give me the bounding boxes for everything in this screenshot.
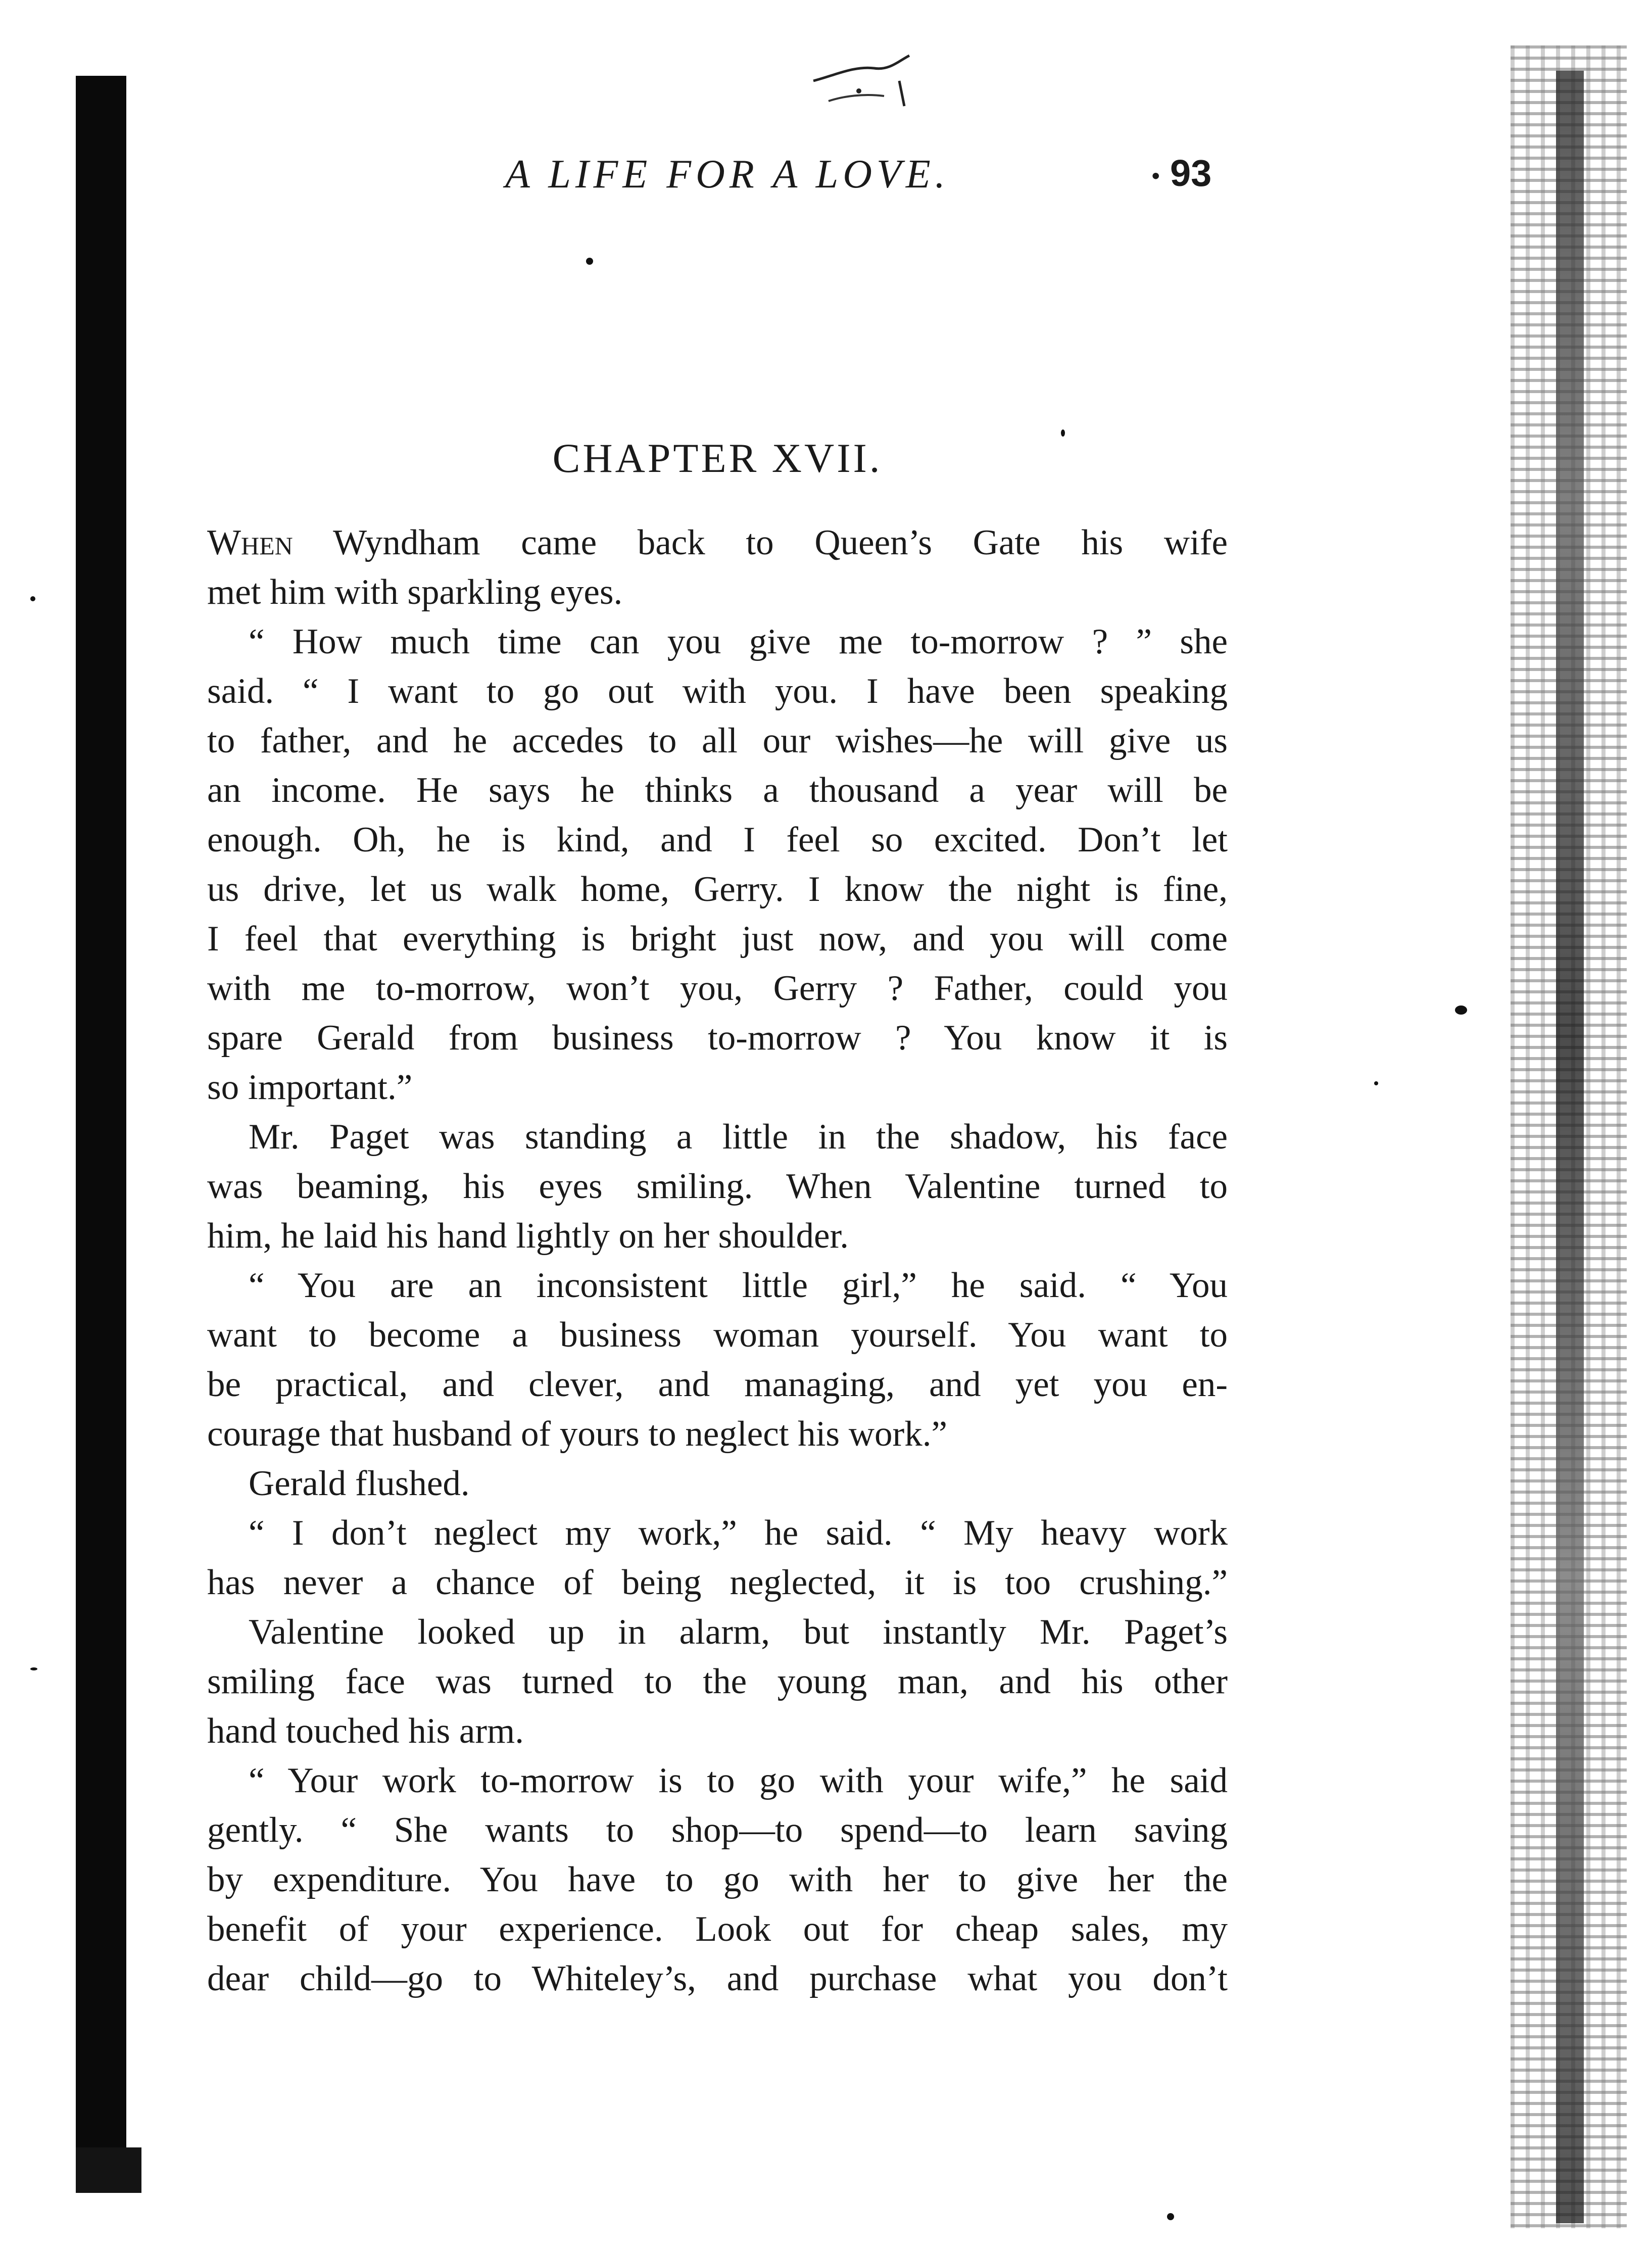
text-line: by expenditure. You have to go with her to give her the xyxy=(207,1860,1228,1899)
text-line: gently. “ She wants to shop—to spend—to learn saving xyxy=(207,1810,1228,1850)
text-line: courage that husband of yours to neglect his work.” xyxy=(207,1414,947,1454)
text-line: Mr. Paget was standing a little in the shadow, his face xyxy=(249,1117,1228,1157)
text-line: said. “ I want to go out with you. I have been speaking xyxy=(207,672,1228,711)
text-line: I feel that everything is bright just now, and you will come xyxy=(207,919,1228,959)
text-line: hand touched his arm. xyxy=(207,1711,524,1751)
text-line: want to become a business woman yourself. You want to xyxy=(207,1315,1228,1355)
text-line: spare Gerald from business to-morrow ? You know it is xyxy=(207,1018,1228,1058)
text-line: benefit of your experience. Look out for cheap sales, my xyxy=(207,1909,1228,1949)
scan-speck xyxy=(30,1667,37,1670)
text-line: him, he laid his hand lightly on her shoulder. xyxy=(207,1216,849,1256)
text-line: an income. He says he thinks a thousand a year will be xyxy=(207,771,1228,810)
page-number-value: 93 xyxy=(1170,152,1212,194)
text-line: enough. Oh, he is kind, and I feel so excited. Don’t let xyxy=(207,820,1228,859)
scan-speck xyxy=(30,596,35,601)
text-line: Gerald flushed. xyxy=(249,1464,470,1503)
text-line: “ I don’t neglect my work,” he said. “ My heavy work xyxy=(249,1513,1228,1553)
header-flourish-ornament xyxy=(798,45,930,111)
text-line: was beaming, his eyes smiling. When Valentine turned to xyxy=(207,1167,1228,1206)
text-line: “ How much time can you give me to-morrow ? ” she xyxy=(249,622,1228,661)
text-line: to father, and he accedes to all our wishes—he will give us xyxy=(207,721,1228,760)
text-line: has never a chance of being neglected, it is too crushing.” xyxy=(207,1563,1228,1602)
text-line: met him with sparkling eyes. xyxy=(207,572,623,612)
text-line xyxy=(207,518,1228,567)
text-line: “ You are an inconsistent little girl,” he said. “ You xyxy=(249,1266,1228,1305)
text-line: Valentine looked up in alarm, but instantly Mr. Paget’s xyxy=(249,1612,1228,1652)
scan-speck xyxy=(586,258,593,265)
page-number xyxy=(1152,152,1211,195)
scan-speck xyxy=(1061,429,1065,437)
text-line: with me to-morrow, won’t you, Gerry ? Father, could you xyxy=(207,969,1228,1008)
scan-speck xyxy=(1167,2213,1174,2220)
text-line: dear child—go to Whiteley’s, and purchase what you don’t xyxy=(207,1959,1228,1998)
page-number-bullet: • xyxy=(1152,163,1160,188)
chapter-opening-word: When xyxy=(207,523,293,562)
text-line: smiling face was turned to the young man, and his other xyxy=(207,1662,1228,1701)
scan-edge-bar xyxy=(1556,71,1584,2223)
text-line: “ Your work to-morrow is to go with your wife,” he said xyxy=(249,1761,1228,1800)
running-head: A LIFE FOR A LOVE. xyxy=(505,152,950,197)
text-line: us drive, let us walk home, Gerry. I know the night is fine, xyxy=(207,870,1228,909)
body-text xyxy=(207,518,1228,2003)
scan-speck xyxy=(1374,1081,1378,1085)
text-line: so important.” xyxy=(207,1068,413,1107)
text-line-rest: Wyndham came back to Queen’s Gate his wife xyxy=(293,523,1228,562)
text-line: be practical, and clever, and managing, and yet you en- xyxy=(207,1365,1228,1404)
binding-edge xyxy=(76,76,126,2188)
scan-speck xyxy=(1455,1006,1467,1015)
binding-edge-smudge xyxy=(76,2147,141,2193)
chapter-title: CHAPTER XVII. xyxy=(552,435,883,481)
